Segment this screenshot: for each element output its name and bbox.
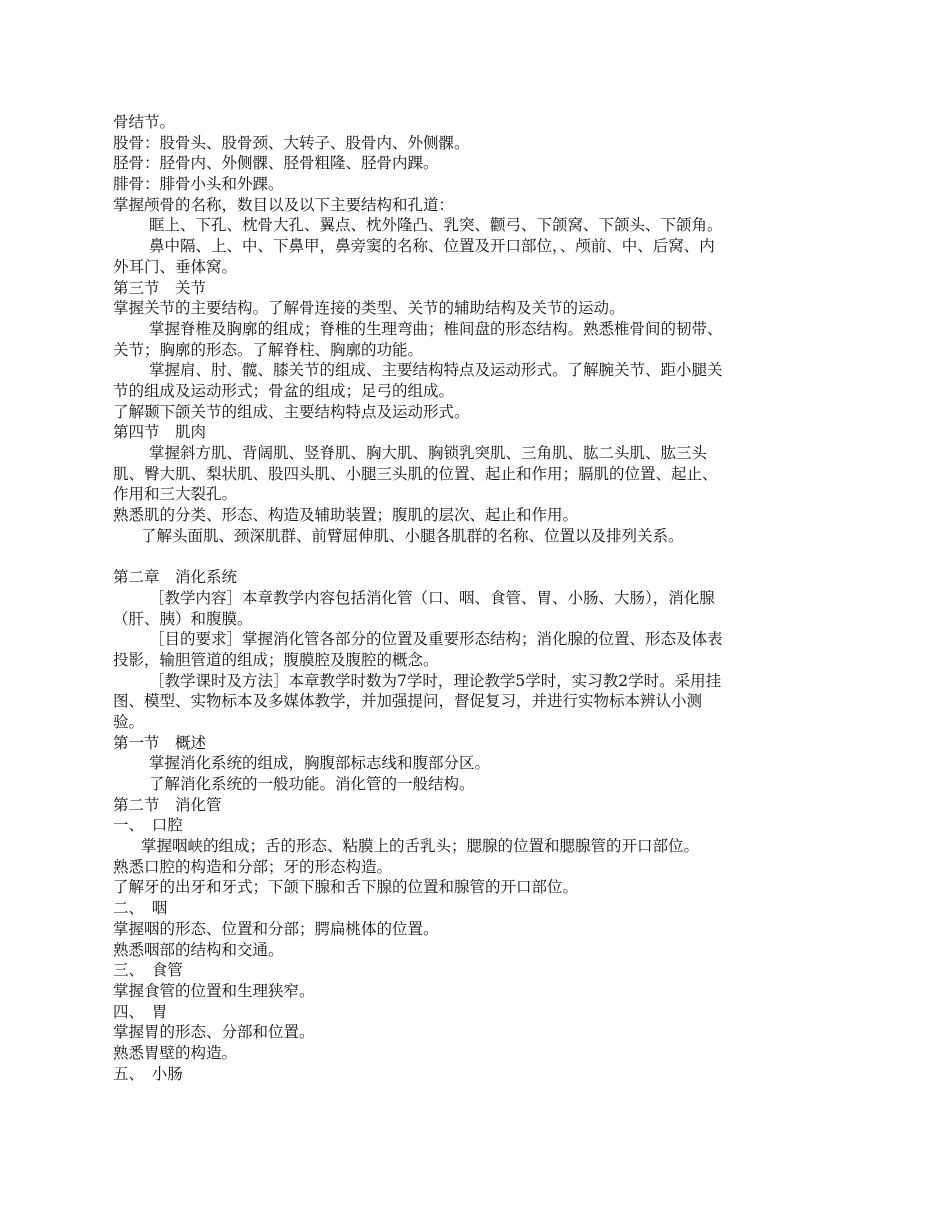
document-page: [113, 112, 843, 1084]
text-line: 节的组成及运动形式；骨盆的组成；足弓的组成。: [113, 381, 455, 400]
text-line: 第三节 关节: [113, 278, 207, 297]
text-line: 掌握胃的形态、分部和位置。: [113, 1023, 315, 1042]
text-line: 肌、臀大肌、梨状肌、股四头肌、小腿三头肌的位置、起止和作用；膈肌的位置、起止、: [113, 464, 718, 483]
text-line: 掌握脊椎及胸廓的组成；脊椎的生理弯曲；椎间盘的形态结构。熟悉椎骨间的韧带、: [149, 319, 723, 338]
text-line: 掌握消化系统的组成，胸腹部标志线和腹部分区。: [149, 754, 491, 773]
text-line: ［目的要求］掌握消化管各部分的位置及重要形态结构；消化腺的位置、形态及体表: [149, 630, 723, 649]
text-line: 熟悉咽部的结构和交通。: [113, 940, 284, 959]
text-line: 验。: [113, 712, 145, 731]
blank-line: [113, 546, 843, 567]
text-line: 熟悉肌的分类、形态、构造及辅助装置；腹肌的层次、起止和作用。: [113, 506, 579, 525]
text-line: 了解牙的出牙和牙式；下颌下腺和舌下腺的位置和腺管的开口部位。: [113, 878, 579, 897]
text-line: 掌握斜方肌、背阔肌、竖脊肌、胸大肌、胸锁乳突肌、三角肌、肱二头肌、肱三头: [149, 444, 708, 462]
text-line: 掌握颅骨的名称，数目以及以下主要结构和孔道：: [113, 195, 455, 214]
text-line: 熟悉胃壁的构造。: [113, 1043, 238, 1062]
text-line: 二、 咽: [113, 899, 168, 918]
text-line: 外耳门、垂体窝。: [113, 257, 238, 276]
text-line: 了解消化系统的一般功能。消化管的一般结构。: [149, 775, 475, 793]
text-line: 掌握食管的位置和生理狭窄。: [113, 981, 315, 1000]
text-line: 掌握肩、肘、髋、膝关节的组成、主要结构特点及运动形式。了解腕关节、距小腿关: [149, 361, 723, 380]
text-line: 腓骨：腓骨小头和外踝。: [113, 175, 284, 194]
text-line: 第四节 肌肉: [113, 423, 207, 442]
text-line: 了解颞下颌关节的组成、主要结构特点及运动形式。: [113, 402, 470, 421]
text-line: 关节；胸廓的形态。了解脊柱、胸廓的功能。: [113, 340, 424, 359]
text-line: 第二章 消化系统: [113, 568, 238, 587]
text-line: 第二节 消化管: [113, 795, 222, 814]
text-line: 三、 食管: [113, 961, 183, 980]
text-line: （肝、胰）和腹膜。: [113, 609, 253, 628]
text-line: 第一节 概述: [113, 733, 207, 752]
text-line: 股骨：股骨头、股骨颈、大转子、股骨内、外侧髁。: [113, 133, 470, 152]
text-line: 掌握关节的主要结构。了解骨连接的类型、关节的辅助结构及关节的运动。: [113, 299, 625, 318]
text-line: 作用和三大裂孔。: [113, 485, 238, 504]
text-line: 掌握咽峡的组成；舌的形态、粘膜上的舌乳头；腮腺的位置和腮腺管的开口部位。: [141, 837, 700, 856]
text-line: 熟悉口腔的构造和分部；牙的形态构造。: [113, 857, 393, 876]
text-line: 眶上、下孔、枕骨大孔、翼点、枕外隆凸、乳突、颧弓、下颌窝、下颌头、下颌角。: [149, 216, 723, 235]
text-line: 四、 胃: [113, 1002, 168, 1021]
text-line: 鼻中隔、上、中、下鼻甲，鼻旁窦的名称、位置及开口部位，、颅前、中、后窝、内: [149, 237, 715, 256]
text-line: 投影，输胆管道的组成；腹膜腔及腹腔的概念。: [113, 650, 439, 669]
text-line: ［教学内容］本章教学内容包括消化管（口、咽、食管、胃、小肠、大肠），消化腺: [149, 588, 715, 607]
text-line: 图、模型、实物标本及多媒体教学，并加强提问，督促复习，并进行实物标本辨认小测: [113, 692, 703, 711]
text-line: 掌握咽的形态、位置和分部；腭扁桃体的位置。: [113, 919, 439, 938]
text-line: 五、 小肠: [113, 1064, 183, 1083]
text-line: 骨结节。: [113, 113, 176, 131]
text-line: 胫骨：胫骨内、外侧髁、胫骨粗隆、胫骨内踝。: [113, 154, 439, 173]
text-line: ［教学课时及方法］本章教学时数为7学时，理论教学5学时，实习教2学时。采用挂: [149, 671, 722, 690]
text-line: 了解头面肌、颈深肌群、前臂屈伸肌、小腿各肌群的名称、位置以及排列关系。: [141, 526, 684, 545]
text-line: 一、 口腔: [113, 816, 183, 835]
